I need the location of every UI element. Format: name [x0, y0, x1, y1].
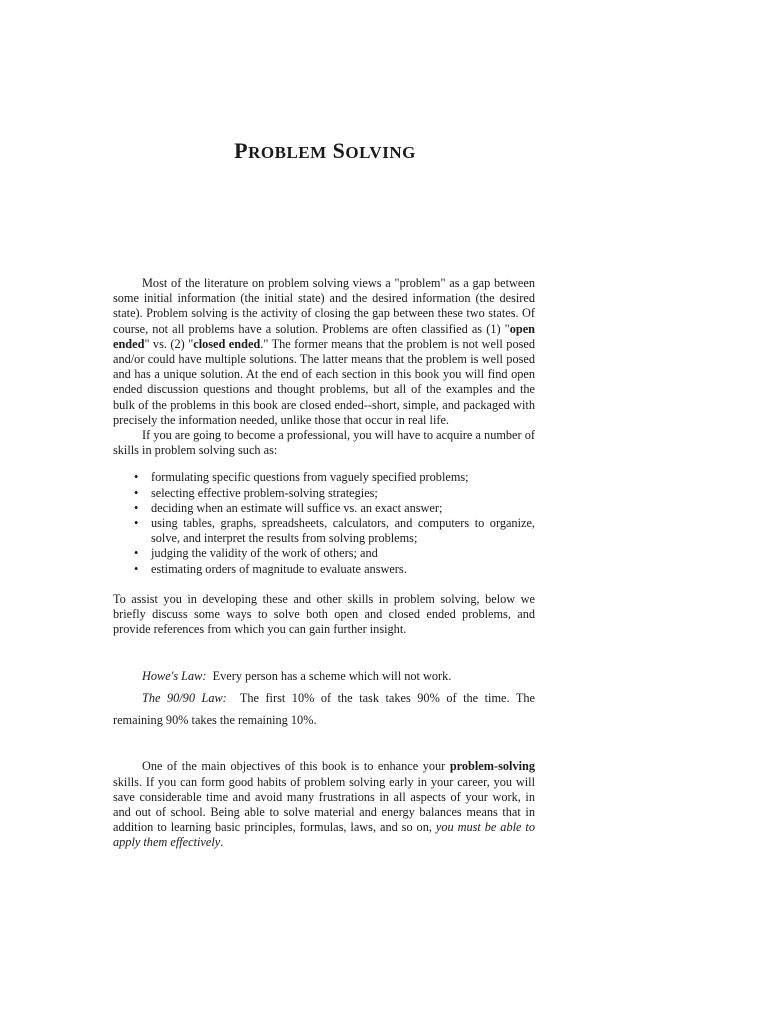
skills-intro-paragraph: If you are going to become a professional, you will have to acquire a number of skills in problem solving such as:	[113, 428, 535, 458]
ninety-law-text: The first 10% of the task takes 90% of the time. The remaining 90% takes the remaining 10%.	[113, 691, 535, 728]
title-initial-p: P	[234, 138, 249, 163]
problem-solving-term: problem-solving	[449, 759, 535, 774]
ninety-ninety-law	[113, 687, 535, 731]
open-ended-term: open ended	[113, 321, 535, 351]
skills-list	[113, 470, 535, 576]
intro-paragraph	[113, 276, 535, 428]
objectives-text-2: skills. If you can form good habits of problem solving early in your career, you will save considerable time and avoid many frustrations in all aspects of your work, in and out of school. Being able to solve material and energy balances means that in addition to learning basic principles, formulas, laws, and so on,	[113, 774, 535, 835]
howes-law-text: Every person has a scheme which will not work.	[212, 669, 452, 684]
body-text	[113, 276, 535, 851]
title-initial-s: S	[332, 138, 346, 163]
spacer	[113, 731, 535, 759]
ninety-law-name: The 90/90 Law:	[142, 691, 227, 706]
howes-law	[113, 665, 535, 687]
assist-paragraph: To assist you in developing these and other skills in problem solving, below we briefly discuss some ways to solve both open and closed ended problems, and provide references from which you can gain further insight.	[113, 591, 535, 637]
closed-ended-term: closed ended	[193, 336, 261, 351]
intro-text-2: " vs. (2) "	[144, 336, 194, 351]
apply-effectively-phrase: you must be able to apply them effectively	[113, 820, 535, 850]
list-item: • selecting effective problem-solving strategies;	[113, 486, 535, 501]
howes-law-name: Howe's Law:	[142, 669, 207, 684]
objectives-text-3: .	[220, 835, 224, 850]
objectives-text-1: One of the main objectives of this book is to enhance your	[142, 759, 450, 774]
list-item: • deciding when an estimate will suffice vs. an exact answer;	[113, 501, 535, 516]
spacer	[113, 577, 535, 592]
list-item: • judging the validity of the work of others; and	[113, 546, 535, 561]
intro-text-3: ." The former means that the problem is not well posed and/or could have multiple solutions. The latter means that the problem is well posed and has a unique solution. At the end of each section in this book you will find open ended discussion questions and thought problems, but all of the examples and the bulk of the problems in this book are closed ended--short, simple, and packaged with precisely the information needed, unlike those that occur in real life.	[113, 336, 535, 427]
spacer	[113, 637, 535, 665]
title-rest-olving: OLVING	[345, 143, 416, 162]
list-item: • using tables, graphs, spreadsheets, calculators, and computers to organize, solve, and interpret the results from solving problems;	[113, 516, 535, 546]
list-item: • estimating orders of magnitude to evaluate answers.	[113, 562, 535, 577]
objectives-paragraph	[113, 759, 535, 850]
intro-text-1: Most of the literature on problem solving views a "problem" as a gap between some initial information (the initial state) and the desired information (the desired state). Problem solving is the activity of closing the gap between these two states. Of course, not all problems have a solution. Problems are often classified as (1) "	[113, 276, 535, 336]
page-title	[0, 138, 650, 164]
list-item: • formulating specific questions from vaguely specified problems;	[113, 470, 535, 485]
title-rest-roblem: ROBLEM	[248, 143, 327, 162]
